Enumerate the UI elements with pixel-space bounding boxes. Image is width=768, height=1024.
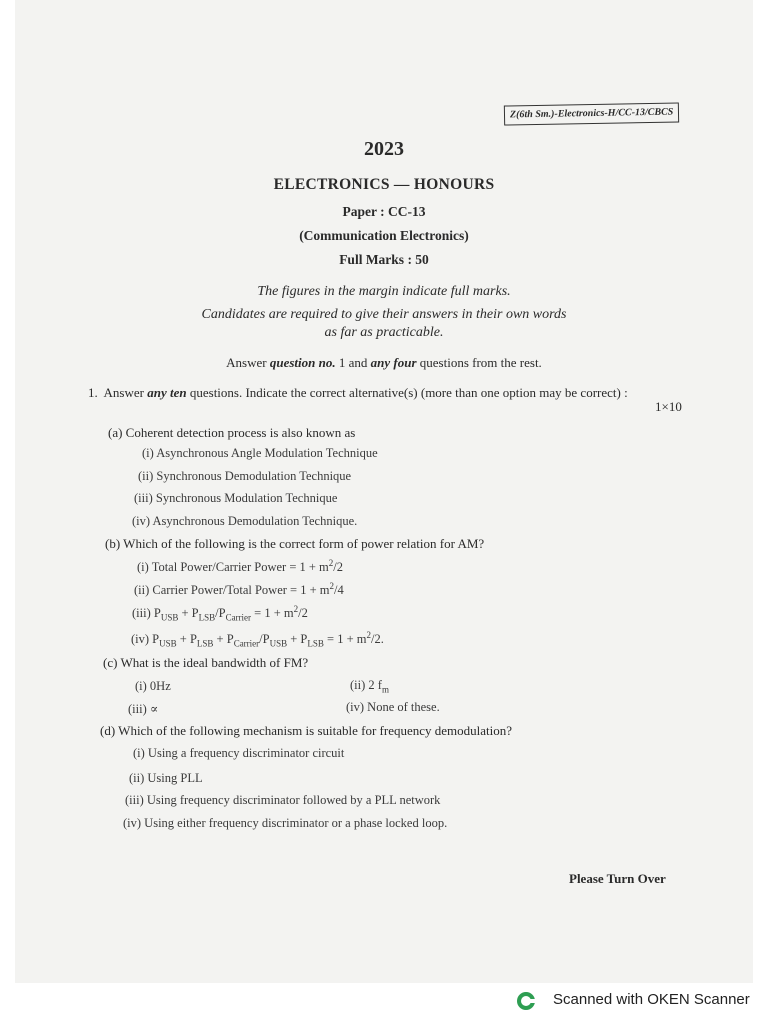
scanner-watermark: Scanned with OKEN Scanner [553, 991, 750, 1008]
question-1: 1. Answer any ten questions. Indicate the correct alternative(s) (more than one option may be correct) : [88, 385, 628, 400]
full-marks: Full Marks : 50 [339, 252, 429, 267]
question-d-option-4: (iv) Using either frequency discriminator or a phase locked loop. [123, 816, 448, 830]
paper-number: Paper : CC-13 [342, 204, 426, 219]
instruction-practicable: as far as practicable. [324, 325, 444, 340]
question-a-option-2: (ii) Synchronous Demodulation Technique [138, 469, 352, 483]
exam-year: 2023 [364, 138, 404, 160]
paper-name: (Communication Electronics) [299, 228, 469, 243]
question-a-option-3: (iii) Synchronous Modulation Technique [134, 491, 338, 505]
question-d-option-1: (i) Using a frequency discriminator circuit [133, 746, 345, 760]
question-a-option-1: (i) Asynchronous Angle Modulation Technique [142, 446, 378, 460]
question-a-stem: (a) Coherent detection process is also known as [108, 425, 356, 440]
subject-title: ELECTRONICS — HONOURS [273, 176, 495, 193]
question-d-option-3: (iii) Using frequency discriminator followed by a PLL network [125, 793, 441, 807]
question-b-option-3: (iii) $P_{USB} + P_{LSB}/P_{Carrier} = 1 + m^2/2$ [132, 604, 308, 623]
answer-instruction: Answer question no. 1 and any four questions from the rest. [226, 355, 542, 370]
question-1-marks: 1×10 [655, 399, 682, 414]
paper-code-box: Z(6th Sm.)-Electronics-H/CC-13/CBCS [504, 102, 680, 125]
question-c-stem: (c) What is the ideal bandwidth of FM? [103, 655, 309, 670]
instruction-own-words: Candidates are required to give their answers in their own words [201, 307, 567, 322]
question-b-option-4: (iv) $P_{USB} + P_{LSB} + P_{Carrier}/P_{USB} + P_{LSB} = 1 + m^2/2$. [131, 630, 384, 649]
question-b-stem: (b) Which of the following is the correct form of power relation for AM? [105, 536, 485, 551]
question-d-option-2: (ii) Using PLL [129, 771, 203, 785]
question-d-stem: (d) Which of the following mechanism is suitable for frequency demodulation? [100, 723, 513, 738]
question-b-option-1: (i) Total Power/Carrier Power = $1 + m^2/2$ [137, 558, 344, 575]
please-turn-over: Please Turn Over [569, 871, 666, 886]
question-c-option-4: (iv) None of these. [346, 700, 440, 714]
scanner-logo-icon [517, 992, 535, 1010]
instruction-margin: The figures in the margin indicate full marks. [257, 284, 511, 299]
question-c-option-3: (iii) ∝ [128, 702, 159, 716]
question-a-option-4: (iv) Asynchronous Demodulation Technique. [132, 514, 358, 528]
question-b-option-2: (ii) Carrier Power/Total Power = $1 + m^2/4$ [134, 581, 344, 598]
question-c-option-1: (i) 0Hz [135, 679, 171, 693]
question-c-option-2: (ii) 2 $f_m$ [350, 678, 389, 695]
